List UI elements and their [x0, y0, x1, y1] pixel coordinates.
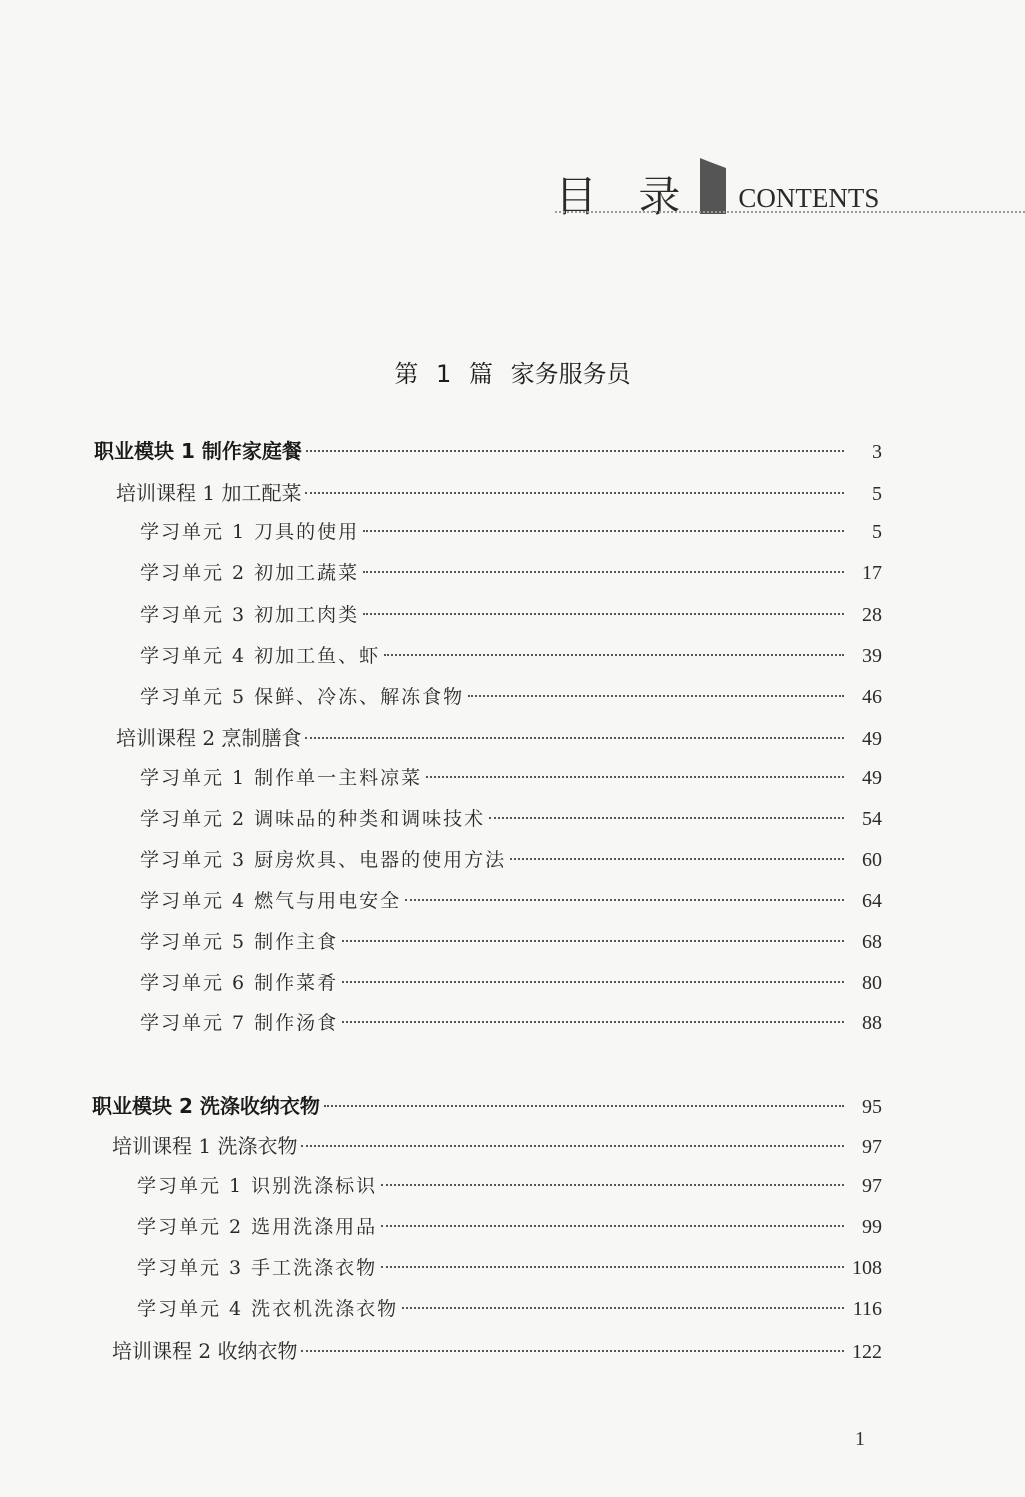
toc-entry-page: 80: [862, 972, 882, 994]
leader-dots: [402, 1307, 844, 1309]
leader-dots: [489, 817, 844, 819]
bookmark-flag-icon: [700, 158, 726, 214]
toc-entry-page: 116: [852, 1298, 882, 1320]
toc-entry-page: 97: [862, 1175, 882, 1197]
toc-subtitle: CONTENTS: [738, 183, 880, 213]
toc-entry-label: 学习单元 3 初加工肉类: [140, 604, 360, 626]
toc-entry-page: 3: [872, 441, 882, 463]
toc-entry-label: 学习单元 5 制作主食: [140, 931, 339, 953]
toc-entry-unit[interactable]: [140, 886, 882, 916]
toc-entry-label: 学习单元 3 厨房炊具、电器的使用方法: [140, 849, 507, 871]
leader-dots: [342, 981, 844, 983]
leader-dots: [384, 654, 844, 656]
header-divider: [555, 211, 1025, 213]
toc-entry-label: 学习单元 4 初加工鱼、虾: [140, 645, 381, 667]
toc-entry-module[interactable]: [92, 1090, 882, 1120]
page-number: 1: [855, 1428, 865, 1450]
toc-entry-course[interactable]: [116, 477, 882, 507]
leader-dots: [342, 940, 844, 942]
toc-entry-label: 培训课程 1 加工配菜: [116, 481, 302, 505]
leader-dots: [405, 899, 844, 901]
toc-entry-page: 54: [862, 808, 882, 830]
toc-entry-page: 28: [862, 604, 882, 626]
toc-entry-course[interactable]: [112, 1335, 882, 1365]
toc-entry-page: 97: [862, 1136, 882, 1158]
toc-entry-page: 68: [862, 931, 882, 953]
toc-title: 目 录: [555, 172, 695, 221]
leader-dots: [381, 1184, 844, 1186]
leader-dots: [305, 737, 844, 739]
part-title: 第 1 篇 家务服务员: [394, 360, 631, 388]
toc-entry-page: 5: [872, 483, 882, 505]
toc-entry-label: 学习单元 1 识别洗涤标识: [137, 1175, 378, 1197]
leader-dots: [342, 1021, 844, 1023]
toc-entry-label: 学习单元 1 制作单一主料凉菜: [140, 767, 423, 789]
toc-entry-page: 49: [862, 767, 882, 789]
toc-entry-label: 学习单元 3 手工洗涤衣物: [137, 1257, 378, 1279]
leader-dots: [306, 450, 844, 452]
leader-dots: [381, 1225, 844, 1227]
toc-entry-page: 108: [852, 1257, 882, 1279]
toc-entry-label: 学习单元 7 制作汤食: [140, 1012, 339, 1034]
toc-entry-course[interactable]: [116, 722, 882, 752]
toc-entry-label: 学习单元 4 燃气与用电安全: [140, 890, 402, 912]
toc-entry-unit[interactable]: [140, 641, 882, 671]
toc-entry-label: 学习单元 6 制作菜肴: [140, 972, 339, 994]
toc-entry-label: 学习单元 2 初加工蔬菜: [140, 562, 360, 584]
toc-entry-page: 39: [862, 645, 882, 667]
leader-dots: [468, 695, 844, 697]
leader-dots: [363, 613, 844, 615]
leader-dots: [301, 1350, 844, 1352]
toc-entry-unit[interactable]: [137, 1171, 882, 1201]
toc-entry-label: 职业模块 2 洗涤收纳衣物: [92, 1094, 320, 1118]
toc-header: [555, 148, 880, 221]
toc-entry-unit[interactable]: [140, 804, 882, 834]
toc-entry-page: 64: [862, 890, 882, 912]
toc-entry-unit[interactable]: [140, 1008, 882, 1038]
toc-entry-label: 学习单元 2 选用洗涤用品: [137, 1216, 378, 1238]
leader-dots: [324, 1105, 844, 1107]
leader-dots: [381, 1266, 844, 1268]
toc-entry-page: 49: [862, 728, 882, 750]
toc-entry-page: 88: [862, 1012, 882, 1034]
leader-dots: [305, 492, 844, 494]
toc-entry-label: 学习单元 4 洗衣机洗涤衣物: [137, 1298, 399, 1320]
toc-entry-unit[interactable]: [140, 968, 882, 998]
leader-dots: [363, 530, 844, 532]
leader-dots: [301, 1145, 844, 1147]
toc-entry-unit[interactable]: [140, 558, 882, 588]
toc-entry-unit[interactable]: [140, 682, 882, 712]
toc-entry-unit[interactable]: [140, 927, 882, 957]
toc-entry-unit[interactable]: [137, 1253, 882, 1283]
toc-entry-page: 5: [872, 521, 882, 543]
toc-entry-unit[interactable]: [140, 600, 882, 630]
toc-entry-page: 17: [862, 562, 882, 584]
toc-entry-label: 学习单元 1 刀具的使用: [140, 521, 360, 543]
toc-entry-unit[interactable]: [137, 1294, 882, 1324]
leader-dots: [363, 571, 844, 573]
toc-entry-unit[interactable]: [140, 763, 882, 793]
toc-entry-page: 95: [862, 1096, 882, 1118]
toc-entry-page: 99: [862, 1216, 882, 1238]
toc-entry-label: 职业模块 1 制作家庭餐: [94, 439, 302, 463]
toc-entry-label: 学习单元 5 保鲜、冷冻、解冻食物: [140, 686, 465, 708]
leader-dots: [510, 858, 844, 860]
toc-entry-page: 60: [862, 849, 882, 871]
toc-entry-module[interactable]: [94, 435, 882, 465]
toc-entry-label: 培训课程 1 洗涤衣物: [112, 1134, 298, 1158]
toc-entry-page: 122: [852, 1341, 882, 1363]
toc-entry-unit[interactable]: [140, 517, 882, 547]
leader-dots: [426, 776, 844, 778]
toc-entry-unit[interactable]: [140, 845, 882, 875]
toc-entry-label: 学习单元 2 调味品的种类和调味技术: [140, 808, 486, 830]
toc-entry-unit[interactable]: [137, 1212, 882, 1242]
toc-entry-course[interactable]: [112, 1130, 882, 1160]
toc-entry-label: 培训课程 2 烹制膳食: [116, 726, 302, 750]
toc-entry-page: 46: [862, 686, 882, 708]
toc-entry-label: 培训课程 2 收纳衣物: [112, 1339, 298, 1363]
